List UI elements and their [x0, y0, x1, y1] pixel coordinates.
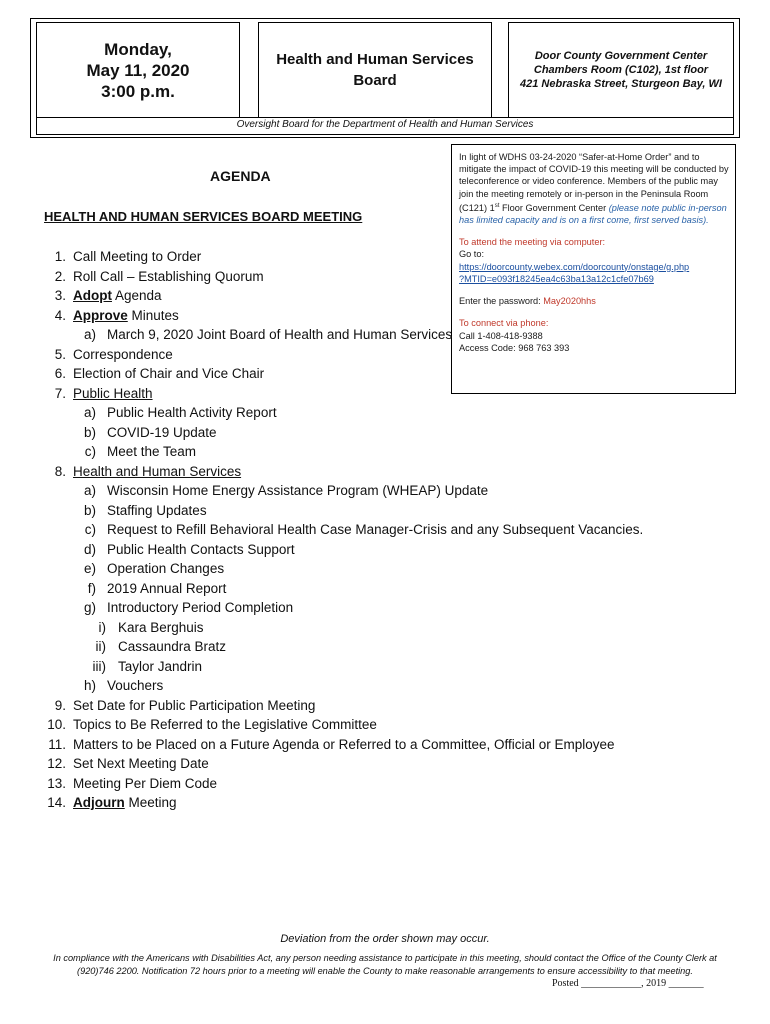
item-text: Topics to Be Referred to the Legislative Committee	[73, 717, 377, 732]
deviation-note: Deviation from the order shown may occur.	[280, 933, 490, 945]
webex-link-line-1[interactable]: https://doorcounty.webex.com/doorcounty/onstage/g.php	[459, 261, 690, 272]
list-item	[0, 715, 770, 735]
item-text: Meeting Per Diem Code	[73, 775, 218, 791]
item-text: Correspondence	[73, 346, 173, 362]
item-number: 9.	[54, 697, 66, 713]
item-text: Set Next Meeting Date	[73, 756, 209, 771]
item-number: a)	[83, 405, 96, 420]
item-text: Introductory Period Completion	[107, 600, 294, 615]
password-value: May2020hhs	[543, 296, 596, 307]
list-item	[0, 442, 770, 462]
item-number: ii)	[95, 639, 106, 654]
location-line-1: Door County Government Center	[534, 50, 708, 62]
list-item	[0, 267, 770, 287]
covid-notice	[459, 151, 729, 226]
date-line-2: May 11, 2020	[86, 60, 190, 80]
list-item	[0, 345, 770, 365]
list-item	[0, 598, 770, 618]
list-item	[0, 618, 770, 638]
access-code: Access Code: 968 763 393	[459, 342, 570, 353]
item-text	[73, 306, 179, 326]
item-text: Meet the Team	[107, 444, 197, 459]
board-line-1: Health and Human Services	[276, 51, 474, 68]
item-text	[73, 286, 162, 306]
action-word: Adjourn	[73, 795, 125, 810]
item-text: Staffing Updates	[107, 502, 207, 518]
ada-notice: In compliance with the Americans with Disabilities Act, any person needing assistance to participate in this meeting, should contact the Office of the County Clerk at (920)746 2200. Notification 72 hours prior to a meeting will enable the County to make reasonable arrangements to ensure accessibility to that meeting.	[53, 953, 717, 976]
computer-heading: To attend the meeting via computer:	[459, 237, 606, 248]
goto-label: Go to:	[459, 249, 485, 260]
item-number: 7.	[54, 385, 66, 401]
list-item	[0, 559, 770, 579]
item-text: Public Health Contacts Support	[107, 541, 295, 557]
agenda-title: AGENDA	[210, 168, 271, 184]
item-text: Health and Human Services	[73, 463, 242, 479]
item-number: 14.	[47, 795, 66, 810]
list-item	[0, 540, 770, 560]
list-item	[0, 637, 770, 657]
item-number: 11.	[48, 736, 66, 752]
list-item	[0, 676, 770, 696]
item-text: Matters to be Placed on a Future Agenda or Referred to a Committee, Official or Employee	[73, 736, 615, 752]
list-item	[0, 423, 770, 443]
location-cell	[508, 22, 734, 118]
board-line-2: Board	[353, 72, 397, 89]
list-item	[0, 657, 770, 677]
item-text: Operation Changes	[107, 561, 225, 576]
item-number: e)	[83, 561, 96, 576]
list-item	[0, 774, 770, 794]
item-number: 12.	[47, 756, 66, 771]
item-number: iii)	[92, 658, 106, 674]
item-number: 1.	[54, 249, 66, 264]
item-text: March 9, 2020 Joint Board of Health and Human Services	[107, 327, 453, 342]
covid-notice-text: In light of WDHS 03-24-2020 “Safer-at-Home Order” and to mitigate the impact of COVID-19 this meeting will be conducted by teleconference or video conference. Members of the public may join the meeting remotely or in-person in the Peninsula Room (C121) 1	[459, 152, 729, 213]
list-item	[0, 286, 770, 306]
list-item	[0, 579, 770, 599]
password-label: Enter the password:	[459, 296, 544, 307]
date-line-1: Monday,	[104, 39, 172, 59]
item-text: Public Health	[73, 385, 153, 401]
capacity-note: (please note public in-person has limited capacity and is on a first come, first served basis).	[459, 202, 727, 226]
item-number: f)	[87, 580, 96, 596]
item-number: 8.	[54, 463, 66, 479]
item-text: Kara Berghuis	[118, 619, 204, 635]
item-number: h)	[83, 678, 96, 693]
item-number: 10.	[47, 717, 66, 732]
item-number: 3.	[54, 288, 66, 303]
item-number: b)	[83, 502, 96, 518]
agenda-list	[0, 247, 770, 813]
webex-link-line-2[interactable]: ?MTID=e093f18245ea4c63ba13a12c1cfe07b69	[459, 273, 654, 284]
meeting-title: HEALTH AND HUMAN SERVICES BOARD MEETING	[44, 209, 363, 224]
list-item	[0, 364, 770, 384]
location-line-2: Chambers Room (C102), 1st floor	[533, 64, 709, 76]
item-number: 2.	[54, 268, 66, 284]
list-item	[0, 462, 770, 482]
item-number: 13.	[47, 775, 66, 791]
item-text: Election of Chair and Vice Chair	[73, 366, 265, 381]
item-text: Vouchers	[107, 678, 164, 693]
location-line-3: 421 Nebraska Street, Sturgeon Bay, WI	[520, 78, 722, 90]
action-word: Approve	[73, 307, 128, 323]
item-text	[73, 793, 177, 813]
item-number: b)	[83, 424, 96, 440]
item-text: 2019 Annual Report	[107, 580, 227, 596]
item-text: Cassaundra Bratz	[118, 639, 227, 654]
list-item	[0, 735, 770, 755]
list-item	[0, 306, 770, 326]
item-text: COVID-19 Update	[107, 424, 217, 440]
list-item	[0, 481, 770, 501]
item-text-rest: Agenda	[111, 288, 162, 303]
item-number: 5.	[54, 346, 66, 362]
item-text: Taylor Jandrin	[118, 658, 203, 674]
action-word: Adopt	[73, 288, 112, 303]
list-item	[0, 501, 770, 521]
superscript-st: st	[494, 202, 500, 209]
item-number: 4.	[54, 307, 66, 323]
posted-line: Posted ____________, 2019 _______	[552, 978, 704, 989]
item-text-rest: Minutes	[127, 307, 179, 323]
list-item	[0, 793, 770, 813]
meeting-date-cell	[36, 22, 240, 118]
item-number: d)	[83, 541, 96, 557]
item-number: 6.	[54, 366, 66, 381]
item-number: g)	[83, 600, 96, 615]
item-number: i)	[98, 619, 106, 635]
list-item	[0, 384, 770, 404]
phone-heading: To connect via phone:	[459, 318, 549, 329]
covid-notice-text-2: Floor Government Center	[499, 202, 609, 213]
oversight-text: Oversight Board for the Department of Health and Human Services	[236, 119, 534, 130]
item-text-rest: Meeting	[124, 795, 177, 810]
item-number: c)	[84, 522, 96, 537]
item-text: Set Date for Public Participation Meeting	[73, 697, 316, 713]
item-text: Call Meeting to Order	[73, 249, 202, 264]
item-text: Wisconsin Home Energy Assistance Program (WHEAP) Update	[107, 483, 489, 498]
list-item	[0, 403, 770, 423]
board-name-cell	[258, 22, 492, 118]
item-number: a)	[83, 483, 96, 498]
list-item	[0, 247, 770, 267]
list-item	[0, 520, 770, 540]
list-item	[0, 325, 770, 345]
item-text: Roll Call – Establishing Quorum	[73, 268, 264, 284]
list-item	[0, 754, 770, 774]
item-number: a)	[83, 327, 96, 342]
list-item	[0, 696, 770, 716]
date-line-3: 3:00 p.m.	[101, 81, 175, 101]
item-number: c)	[84, 444, 96, 459]
item-text: Public Health Activity Report	[107, 405, 277, 420]
item-text: Request to Refill Behavioral Health Case Manager-Crisis and any Subsequent Vacancies.	[107, 522, 644, 537]
phone-number: Call 1-408-418-9388	[459, 330, 543, 341]
